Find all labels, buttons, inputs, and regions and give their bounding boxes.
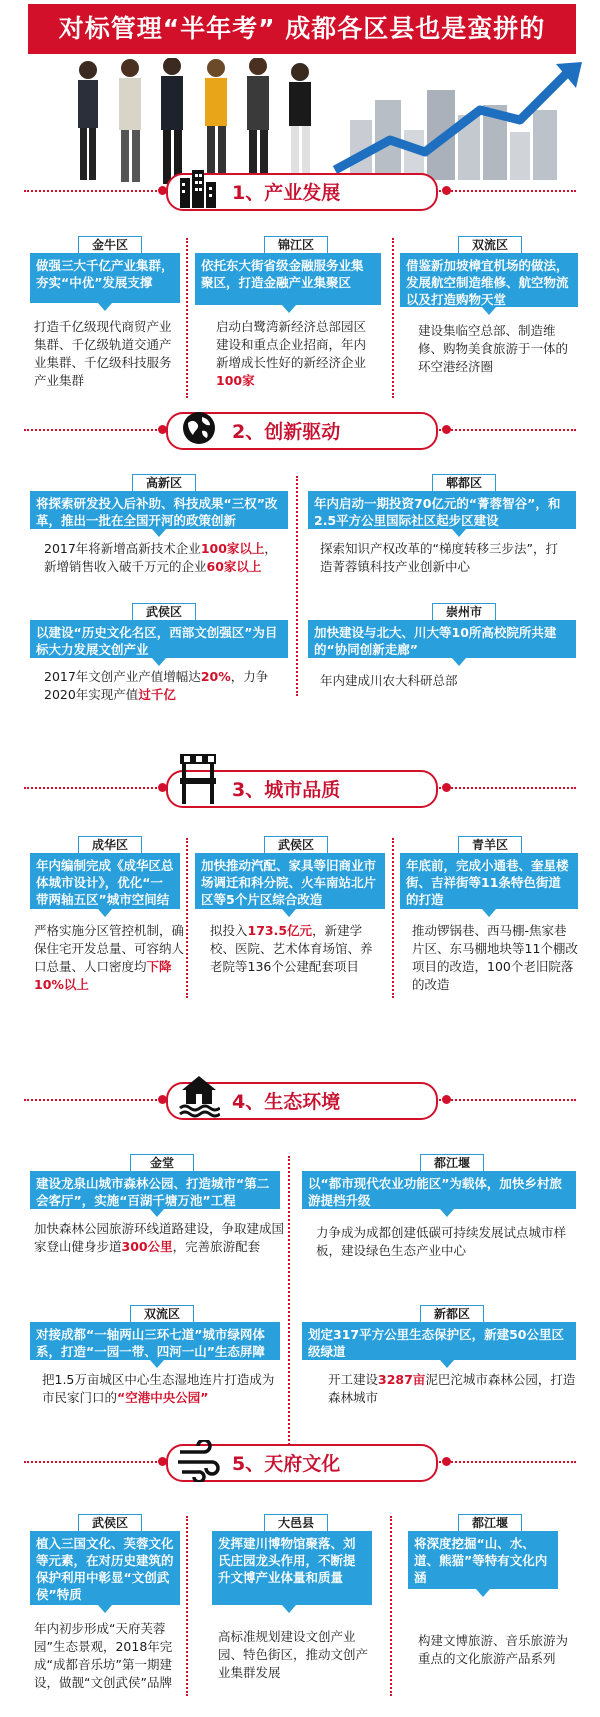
district-tab: 都江堰 [420,1154,484,1172]
pointer-triangle [452,529,466,537]
person-icon [78,61,98,180]
detail-segment: ，完善旅游配套 [172,1239,261,1254]
column-divider [186,1516,188,1696]
pointer-triangle [152,658,166,666]
district-tab: 武侯区 [78,1514,142,1532]
highlight-figure: 100家以上 [200,541,265,556]
city-growth-arrow-illustration [330,60,590,186]
goal-box: 加快建设与北大、川大等10所高校院所共建的“协同创新走廊” [308,620,576,658]
detail-text [34,1620,184,1692]
detail-segment: 高标准规划建设文创产业园、特色街区，推动文创产业集群发展 [218,1629,369,1680]
detail-text [316,1224,574,1260]
section-title: 4、生态环境 [232,1091,341,1113]
business-people-illustration [60,58,330,186]
pointer-triangle [440,1360,454,1368]
district-tab: 大邑县 [264,1514,328,1532]
section-title: 5、天府文化 [232,1453,341,1475]
column-divider [390,1516,392,1696]
pointer-triangle [98,303,112,311]
goal-box: 划定317平方公里生态保护区，新建50公里区级绿道 [302,1322,576,1360]
pointer-triangle [482,307,496,315]
goal-box: 做强三大千亿产业集群，夯实“中优”发展支撑 [30,253,180,303]
pointer-triangle [452,658,466,666]
goal-box: 加快推动汽配、家具等旧商业市场调迁和科分院、火车南站北片区等5个片区综合改造 [195,853,385,909]
highlight-figure: 100家 [216,373,255,388]
pointer-triangle [150,1209,164,1217]
district-tab: 高新区 [132,474,196,492]
detail-segment: 加快森林公园旅游环线道路建设，争取建成国家登山健身步道 [34,1221,285,1254]
divider-dot [442,1095,451,1104]
detail-text [44,668,288,704]
goal-box: 将深度挖掘“山、水、道、熊猫”等特有文化内涵 [408,1531,558,1589]
person-icon [161,58,183,184]
column-divider [288,1156,290,1456]
goal-box: 借鉴新加坡樟宜机场的做法，发展航空制造维修、航空物流以及打造购物天堂 [400,253,578,307]
detail-text [418,1632,568,1668]
person-icon [119,59,141,182]
district-tab: 新都区 [420,1305,484,1323]
district-tab: 崇州市 [432,603,496,621]
detail-segment: 构建文博旅游、音乐旅游为重点的文化旅游产品系列 [418,1633,569,1666]
detail-segment: 把1.5万亩城区中心生态湿地连片打造成为市民家门口的 [42,1372,275,1405]
goal-box: 建设龙泉山城市森林公园、打造城市“第二会客厅”，实施“百湖千塘万池”工程 [30,1171,280,1209]
detail-text [210,922,382,976]
page-title: 对标管理“半年考” 成都各区县也是蛮拼的 [58,14,546,43]
column-divider [392,838,394,998]
detail-text [44,540,288,576]
section-title: 3、城市品质 [232,779,341,801]
construction-barrier-icon [176,748,220,806]
highlight-figure: 过千亿 [138,687,176,702]
pointer-triangle [152,529,166,537]
divider-dot [442,186,451,195]
globe-icon [180,409,218,447]
district-tab: 都江堰 [458,1514,522,1532]
detail-segment: 推动锣锅巷、西马棚-焦家巷片区、东马棚地块等11个棚改项目的改造，100个老旧院落的改造 [412,923,578,992]
detail-segment: ，新建学校、医院、艺术体育场馆、养老院等136个公建配套项目 [210,923,373,974]
goal-box: 发挥建川博物馆聚落、刘氏庄园龙头作用，不断提升文博产业体量和质量 [212,1531,372,1605]
detail-segment: 2017年文创产业产值增幅达 [44,669,201,684]
column-divider [296,476,298,696]
highlight-figure: 20% [200,669,231,684]
column-divider [186,838,188,998]
highlight-figure: 300公里 [121,1239,173,1254]
detail-segment: ，力争2020年实现产值 [44,669,269,702]
detail-segment: ，新增销售收入破千万元的企业 [44,541,277,574]
detail-text [216,318,374,390]
detail-segment: 开工建设 [328,1372,379,1387]
section-title: 2、创新驱动 [232,421,341,443]
goal-box: 依托东大街省级金融服务业集聚区，打造金融产业集聚区 [195,253,381,305]
detail-text [34,318,180,390]
detail-text [328,1371,576,1407]
district-tab: 青羊区 [458,836,522,854]
detail-text [42,1371,286,1407]
detail-segment: 拟投入 [210,923,248,938]
highlight-figure: 3287亩 [378,1372,426,1387]
pointer-triangle [282,1605,296,1613]
district-tab: 锦江区 [264,236,328,254]
person-icon [247,58,269,184]
pointer-triangle [98,909,112,917]
wind-cloud-icon [176,1440,220,1482]
detail-text [418,322,578,376]
pointer-triangle [482,909,496,917]
detail-segment: 打造千亿级现代商贸产业集群、千亿级轨道交通产业集群、千亿级科技服务产业集群 [34,319,172,388]
highlight-figure: 60家以上 [206,559,262,574]
detail-segment: 严格实施分区管控机制，确保住宅开发总量、可容纳人口总量、人口密度均 [34,923,185,974]
district-tab: 成华区 [78,836,142,854]
detail-text [412,922,578,994]
divider-dot [442,783,451,792]
highlight-figure: 下降10%以上 [34,959,172,992]
goal-box: 年内启动一期投资70亿元的“菁蓉智谷”，和2.5平方公里国际社区起步区建设 [308,491,576,529]
divider-dot [442,1457,451,1466]
detail-segment: 2017年将新增高新技术企业 [44,541,201,556]
detail-segment: 建设集临空总部、制造维修、购物美食旅游于一体的环空港经济圈 [418,323,569,374]
pointer-triangle [98,1605,112,1613]
goal-box: 以“都市现代农业功能区”为载体，加快乡村旅游提档升级 [302,1171,576,1209]
column-divider [392,238,394,398]
detail-text [34,1220,284,1256]
detail-segment: 探索知识产权改革的“梯度转移三步法”，打造菁蓉镇科技产业创新中心 [320,541,558,574]
detail-segment: 启动白鹭湾新经济总部园区建设和重点企业招商，年内新增成长性好的新经济企业 [216,319,367,370]
goal-box: 将探索研发投入后补助、科技成果“三权”改革，推出一批在全国开河的政策创新 [30,491,288,529]
divider-dot [442,425,451,434]
pointer-triangle [150,1360,164,1368]
district-tab: 郫都区 [432,474,496,492]
goal-box: 年内编制完成《成华区总体城市设计》，优化“一带两轴五区”城市空间结构 [30,853,180,909]
header-banner [0,0,600,190]
goal-box: 植入三国文化、芙蓉文化等元素，在对历史建筑的保护利用中彰显“文创武侯”特质 [30,1531,180,1605]
highlight-figure: “空港中央公园” [117,1390,209,1405]
detail-segment: 力争成为成都创建低碳可持续发展试点城市样板，建设绿色生态产业中心 [316,1225,567,1258]
detail-text [218,1628,376,1682]
detail-text [34,922,184,994]
person-icon [289,63,311,180]
district-tab: 双流区 [130,1305,194,1323]
district-tab: 金堂 [130,1154,194,1172]
column-divider [186,238,188,398]
detail-segment: 年内建成川农大科研总部 [320,673,458,688]
person-icon [205,59,227,182]
flood-house-icon [178,1074,220,1118]
goal-box: 年底前，完成小通巷、奎星楼街、吉祥街等11条特色街道的打造 [400,853,578,909]
section-title: 1、产业发展 [232,182,341,204]
detail-text [320,672,570,690]
goal-box: 以建设“历史文化名区，西部文创强区”为目标大力发展文创产业 [30,620,288,658]
pointer-triangle [476,1589,490,1597]
pointer-triangle [440,1209,454,1217]
pointer-triangle [282,305,296,313]
district-tab: 金牛区 [78,236,142,254]
detail-segment: 泥巴沱城市森林公园，打造森林城市 [328,1372,576,1405]
district-tab: 武侯区 [264,836,328,854]
detail-segment: 年内初步形成“天府芙蓉园”生态景观，2018年完成“成都音乐坊”第一期建设，做靓“文创武侯”品牌 [34,1621,173,1690]
district-tab: 武侯区 [132,603,196,621]
city-buildings-icon [178,168,218,210]
detail-text [320,540,570,576]
district-tab: 双流区 [458,236,522,254]
pointer-triangle [282,909,296,917]
highlight-figure: 173.5亿元 [247,923,313,938]
goal-box: 对接成都“一轴两山三环七道”城市绿网体系，打造“一园一带、四河一山”生态屏障 [30,1322,280,1360]
